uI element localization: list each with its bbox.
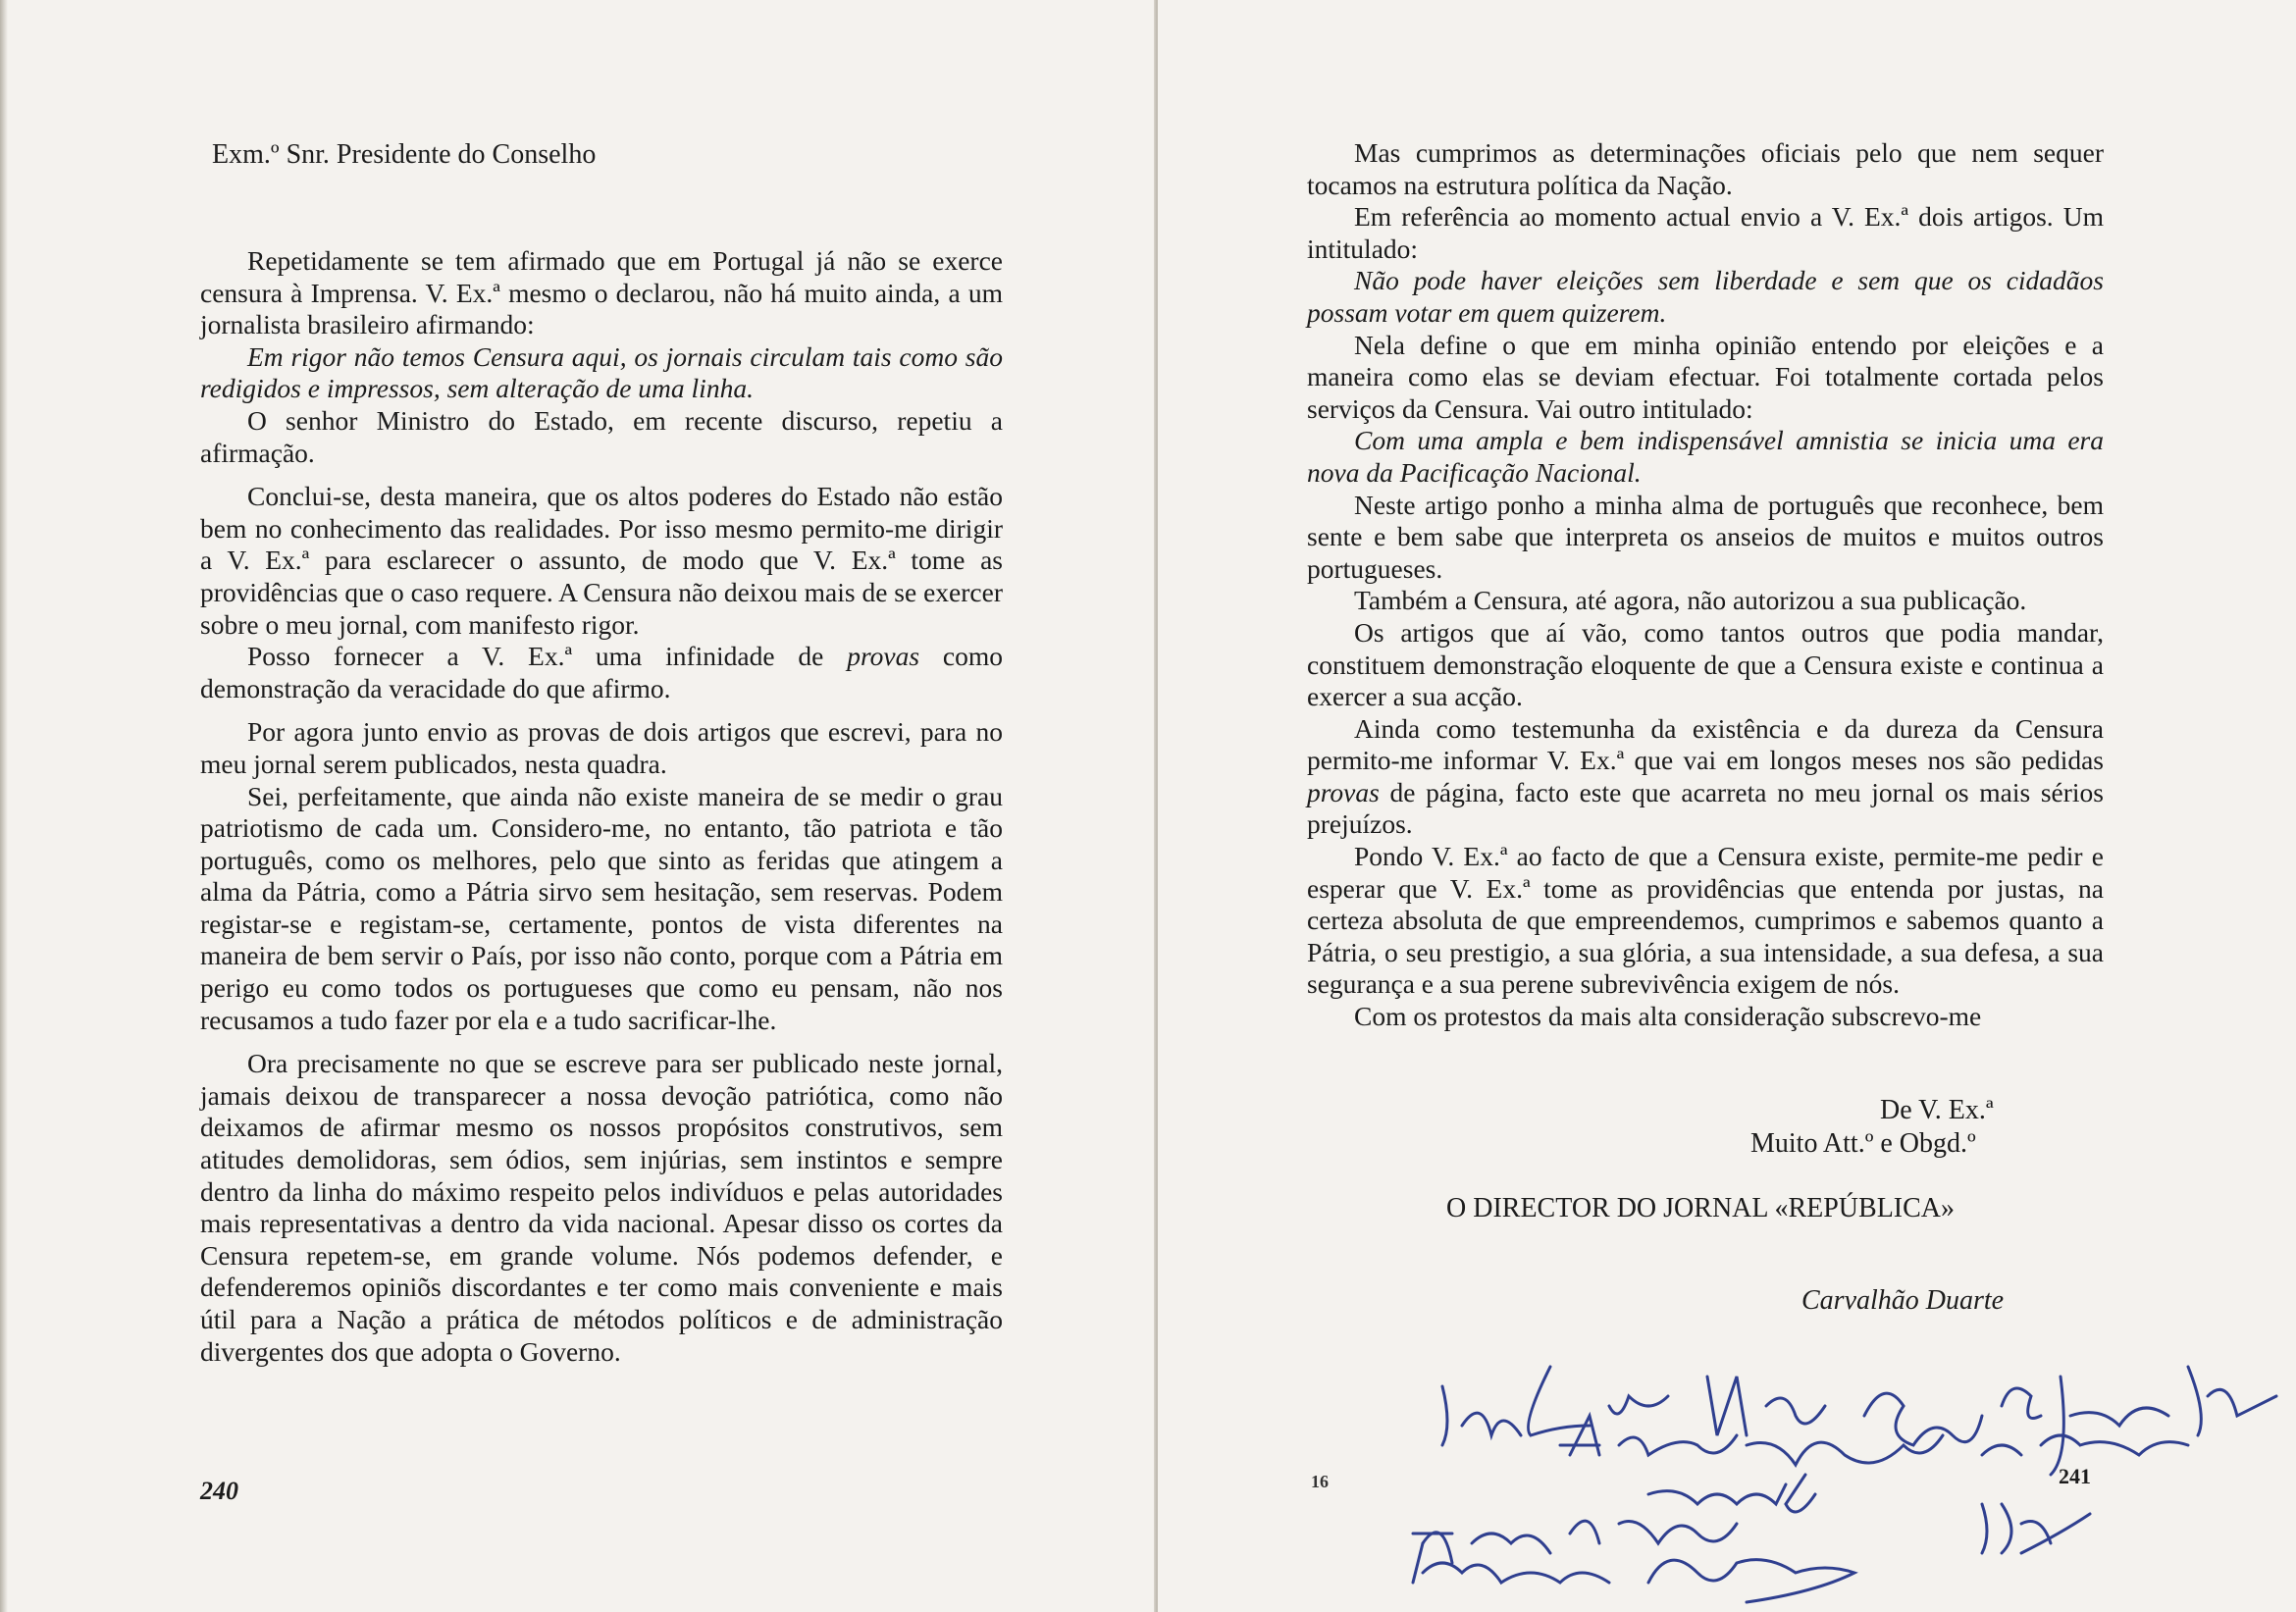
body-paragraph: Com os protestos da mais alta consideração subscrevo-me [1354, 1001, 1982, 1032]
body-paragraph: Neste artigo ponho a minha alma de português que reconhece, bem sente e bem sabe que interpreta os anseios de muitos e muitos outros portugueses. [1307, 489, 2104, 584]
right-page [1158, 0, 2296, 1612]
page-edge-shadow [0, 0, 8, 1612]
page-number-right: 241 [2059, 1464, 2091, 1488]
paragraph-text: Posso fornecer a V. Ex.ª uma infinidade de [247, 641, 848, 672]
emphasis-word: provas [847, 641, 920, 672]
left-body-text [200, 245, 1003, 1368]
sheet-mark: 16 [1311, 1472, 1329, 1491]
quoted-title: Em rigor não temos Censura aqui, os jornais circulam tais como são redigidos e impressos, sem alteração de uma linha. [200, 340, 1003, 404]
paragraph-text: Ainda como testemunha da existência e da dureza da Censura permito-me informar V. Ex.ª que vai em longos meses nos são pedidas [1307, 712, 2104, 776]
body-paragraph: Em referência ao momento actual envio a V. Ex.ª dois artigos. Um intitulado: [1307, 201, 2104, 264]
quoted-title: Com uma ampla e bem indispensável amnistia se inicia uma era nova da Pacificação Nacional. [1307, 425, 2104, 488]
body-paragraph: Sei, perfeitamente, que ainda não existe maneira de se medir o grau patriotismo de cada um. Considero-me, no entanto, tão patriota e tão português, como os melhores, pelo que sinto as feridas que atingem a alma da Pátria, como a Pátria sirvo sem hesitação, sem reservas. Podem registar-se e registam-se, certamente, pontos de vista diferentes na maneira de bem servir o País, por isso não conto, porque com a Pátria em perigo eu como todos os portugueses que como eu pensam, não nos recusamos a tudo fazer por ela e a tudo sacrificar-lhe. [200, 780, 1003, 1035]
body-paragraph: Também a Censura, até agora, não autorizou a sua publicação. [1354, 585, 2027, 616]
paragraph-text: como demonstração da veracidade do que afirmo. [200, 641, 1003, 703]
body-paragraph: Mas cumprimos as determinações oficiais pelo que nem sequer tocamos na estrutura política da Nação. [1307, 137, 2104, 200]
salutation: Exm.º Snr. Presidente do Conselho [212, 139, 597, 170]
body-paragraph: Ora precisamente no que se escreve para ser publicado neste jornal, jamais deixou de transparecer a nossa devoção patriótica, como não deixamos de afirmar mesmo os nossos propósitos construtivos, sem atitudes demolidoras, sem ódios, sem injúrias, sem instintos e sempre dentro da linha do máximo respeito pelos indivíduos e pelas autoridades mais representativas a dentro da vida nacional. Apesar disso os cortes da Censura repetem-se, em grande volume. Nós podemos defender, e defenderemos opiniõs discordantes e ter como mais conveniente e mais útil para a Nação a prática de métodos políticos e de administração divergentes dos que adopta o Governo. [200, 1048, 1003, 1367]
body-paragraph [1307, 713, 2104, 841]
body-paragraph: O senhor Ministro do Estado, em recente discurso, repetiu a afirmação. [200, 404, 1003, 468]
signature-name: Carvalhão Duarte [1801, 1285, 2005, 1316]
page-number-left: 240 [200, 1477, 238, 1505]
closing-courtesy: Muito Att.º e Obgd.º [1750, 1128, 1976, 1159]
body-paragraph [200, 641, 1003, 704]
emphasis-word: provas [1307, 776, 1380, 807]
handwritten-annotation [1158, 1357, 2296, 1612]
director-title: O DIRECTOR DO JORNAL «REPÚBLICA» [1446, 1193, 1956, 1223]
body-paragraph: Repetidamente se tem afirmado que em Portugal já não se exerce censura à Imprensa. V. Ex.ª mesmo o declarou, não há muito ainda, a um jornalista brasileiro afirmando: [200, 245, 1003, 340]
paragraph-text: de página, facto este que acarreta no meu jornal os mais sérios prejuízos. [1307, 776, 2104, 840]
right-body-text [1307, 137, 2104, 1033]
closing-formula: De V. Ex.ª [1880, 1095, 1994, 1125]
body-paragraph: Pondo V. Ex.ª ao facto de que a Censura existe, permite-me pedir e esperar que V. Ex.ª tome as providências que entenda por justas, na certeza absoluta de que empreendemos, cumprimos e sabemos quanto a Pátria, o seu prestigio, a sua glória, a sua intensidade, a sua defesa, a sua segurança e a sua perene subrevivência exigem de nós. [1307, 841, 2104, 1000]
body-paragraph: Nela define o que em minha opinião entendo por eleições e a maneira como elas se deviam efectuar. Foi totalmente cortada pelos serviços da Censura. Vai outro intitulado: [1307, 329, 2104, 424]
body-paragraph: Conclui-se, desta maneira, que os altos poderes do Estado não estão bem no conhecimento das realidades. Por isso mesmo permito-me dirigir a V. Ex.ª para esclarecer o assunto, de modo que V. Ex.ª tome as providências que o caso requere. A Censura não deixou mais de se exercer sobre o meu jornal, com manifesto rigor. [200, 481, 1003, 640]
body-paragraph: Por agora junto envio as provas de dois artigos que escrevi, para no meu jornal serem publicados, nesta quadra. [200, 716, 1003, 779]
body-paragraph: Os artigos que aí vão, como tantos outros que podia mandar, constituem demonstração eloquente de que a Censura existe e continua a exercer a sua acção. [1307, 616, 2104, 712]
quoted-title: Não pode haver eleições sem liberdade e sem que os cidadãos possam votar em quem quizerem. [1307, 265, 2104, 328]
